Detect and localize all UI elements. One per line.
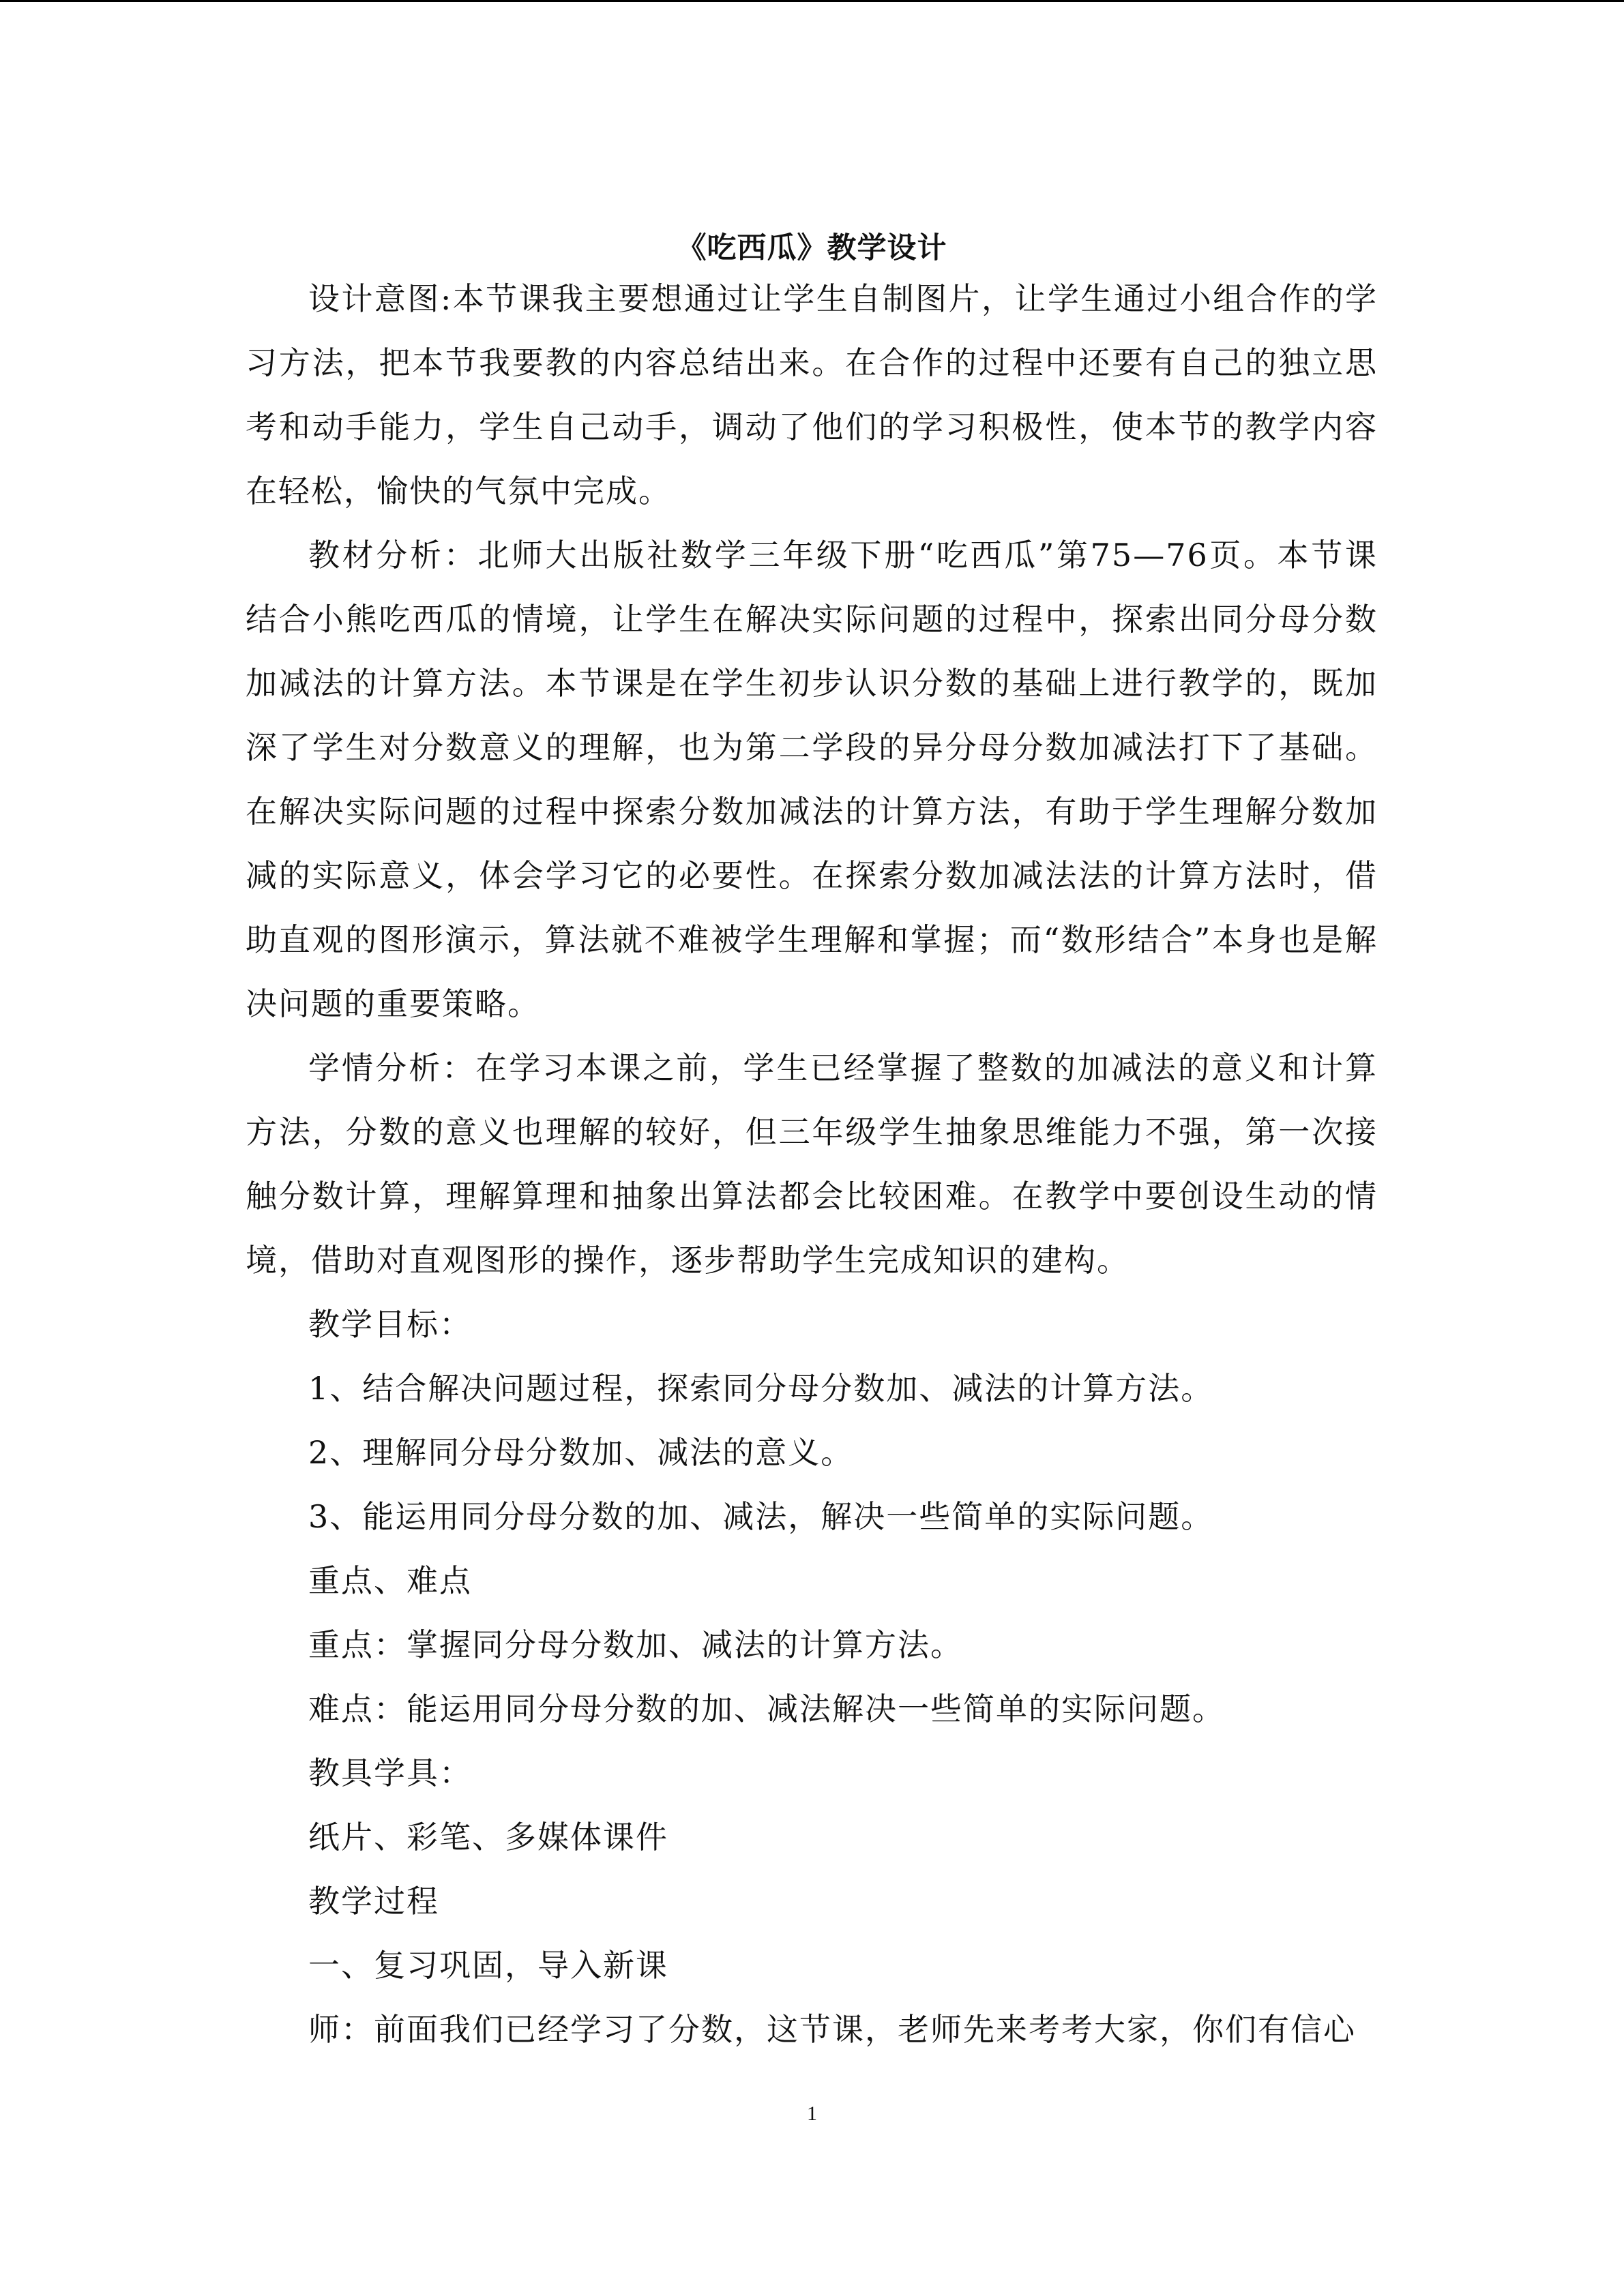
document-title: 《吃西瓜》教学设计 [677, 230, 947, 265]
paragraph-key-point: 重点：掌握同分母分数加、减法的计算方法。 [308, 1626, 963, 1663]
heading-teaching-aids: 教具学具： [308, 1755, 472, 1791]
page-top-border [0, 0, 1624, 2]
heading-section-one: 一、复习巩固，导入新课 [308, 1947, 668, 1984]
paragraph-teaching-aids: 纸片、彩笔、多媒体课件 [308, 1819, 668, 1855]
heading-teaching-process: 教学过程 [308, 1883, 439, 1920]
paragraph-teacher-dialogue: 师：前面我们已经学习了分数，这节课，老师先来考考大家，你们有信心 [308, 2011, 1356, 2048]
document-body [246, 267, 1378, 2061]
paragraph-student-analysis: 学情分析：在学习本课之前，学生已经掌握了整数的加减法的意义和计算方法，分数的意义也理解的较好，但三年级学生抽象思维能力不强，第一次接触分数计算，理解算理和抽象出算法都会比较困难。在教学中要创设生动的情境，借助对直观图形的操作，逐步帮助学生完成知识的建构。 [246, 1049, 1378, 1279]
paragraph-design-intent: 设计意图:本节课我主要想通过让学生自制图片，让学生通过小组合作的学习方法，把本节我要教的内容总结出来。在合作的过程中还要有自己的独立思考和动手能力，学生自己动手，调动了他们的学习积极性，使本节的教学内容在轻松，愉快的气氛中完成。 [246, 280, 1378, 509]
list-item-goal-1: 1、结合解决问题过程，探索同分母分数加、减法的计算方法。 [308, 1370, 1214, 1407]
heading-key-difficult-points: 重点、难点 [308, 1562, 472, 1599]
paragraph-textbook-analysis: 教材分析：北师大出版社数学三年级下册“吃西瓜”第75—76页。本节课结合小熊吃西瓜的情境，让学生在解决实际问题的过程中，探索出同分母分数加减法的计算方法。本节课是在学生初步认识分数的基础上进行教学的，既加深了学生对分数意义的理解，也为第二学段的异分母分数加减法打下了基础。在解决实际问题的过程中探索分数加减法的计算方法，有助于学生理解分数加减的实际意义，体会学习它的必要性。在探索分数加减法法的计算方法时，借助直观的图形演示，算法就不难被学生理解和掌握；而“数形结合”本身也是解决问题的重要策略。 [246, 537, 1378, 1022]
heading-teaching-goals: 教学目标： [308, 1306, 472, 1343]
list-item-goal-3: 3、能运用同分母分数的加、减法，解决一些简单的实际问题。 [308, 1498, 1214, 1535]
list-item-goal-2: 2、理解同分母分数加、减法的意义。 [308, 1434, 854, 1471]
page-number: 1 [807, 2102, 817, 2125]
paragraph-difficult-point: 难点：能运用同分母分数的加、减法解决一些简单的实际问题。 [308, 1690, 1225, 1727]
